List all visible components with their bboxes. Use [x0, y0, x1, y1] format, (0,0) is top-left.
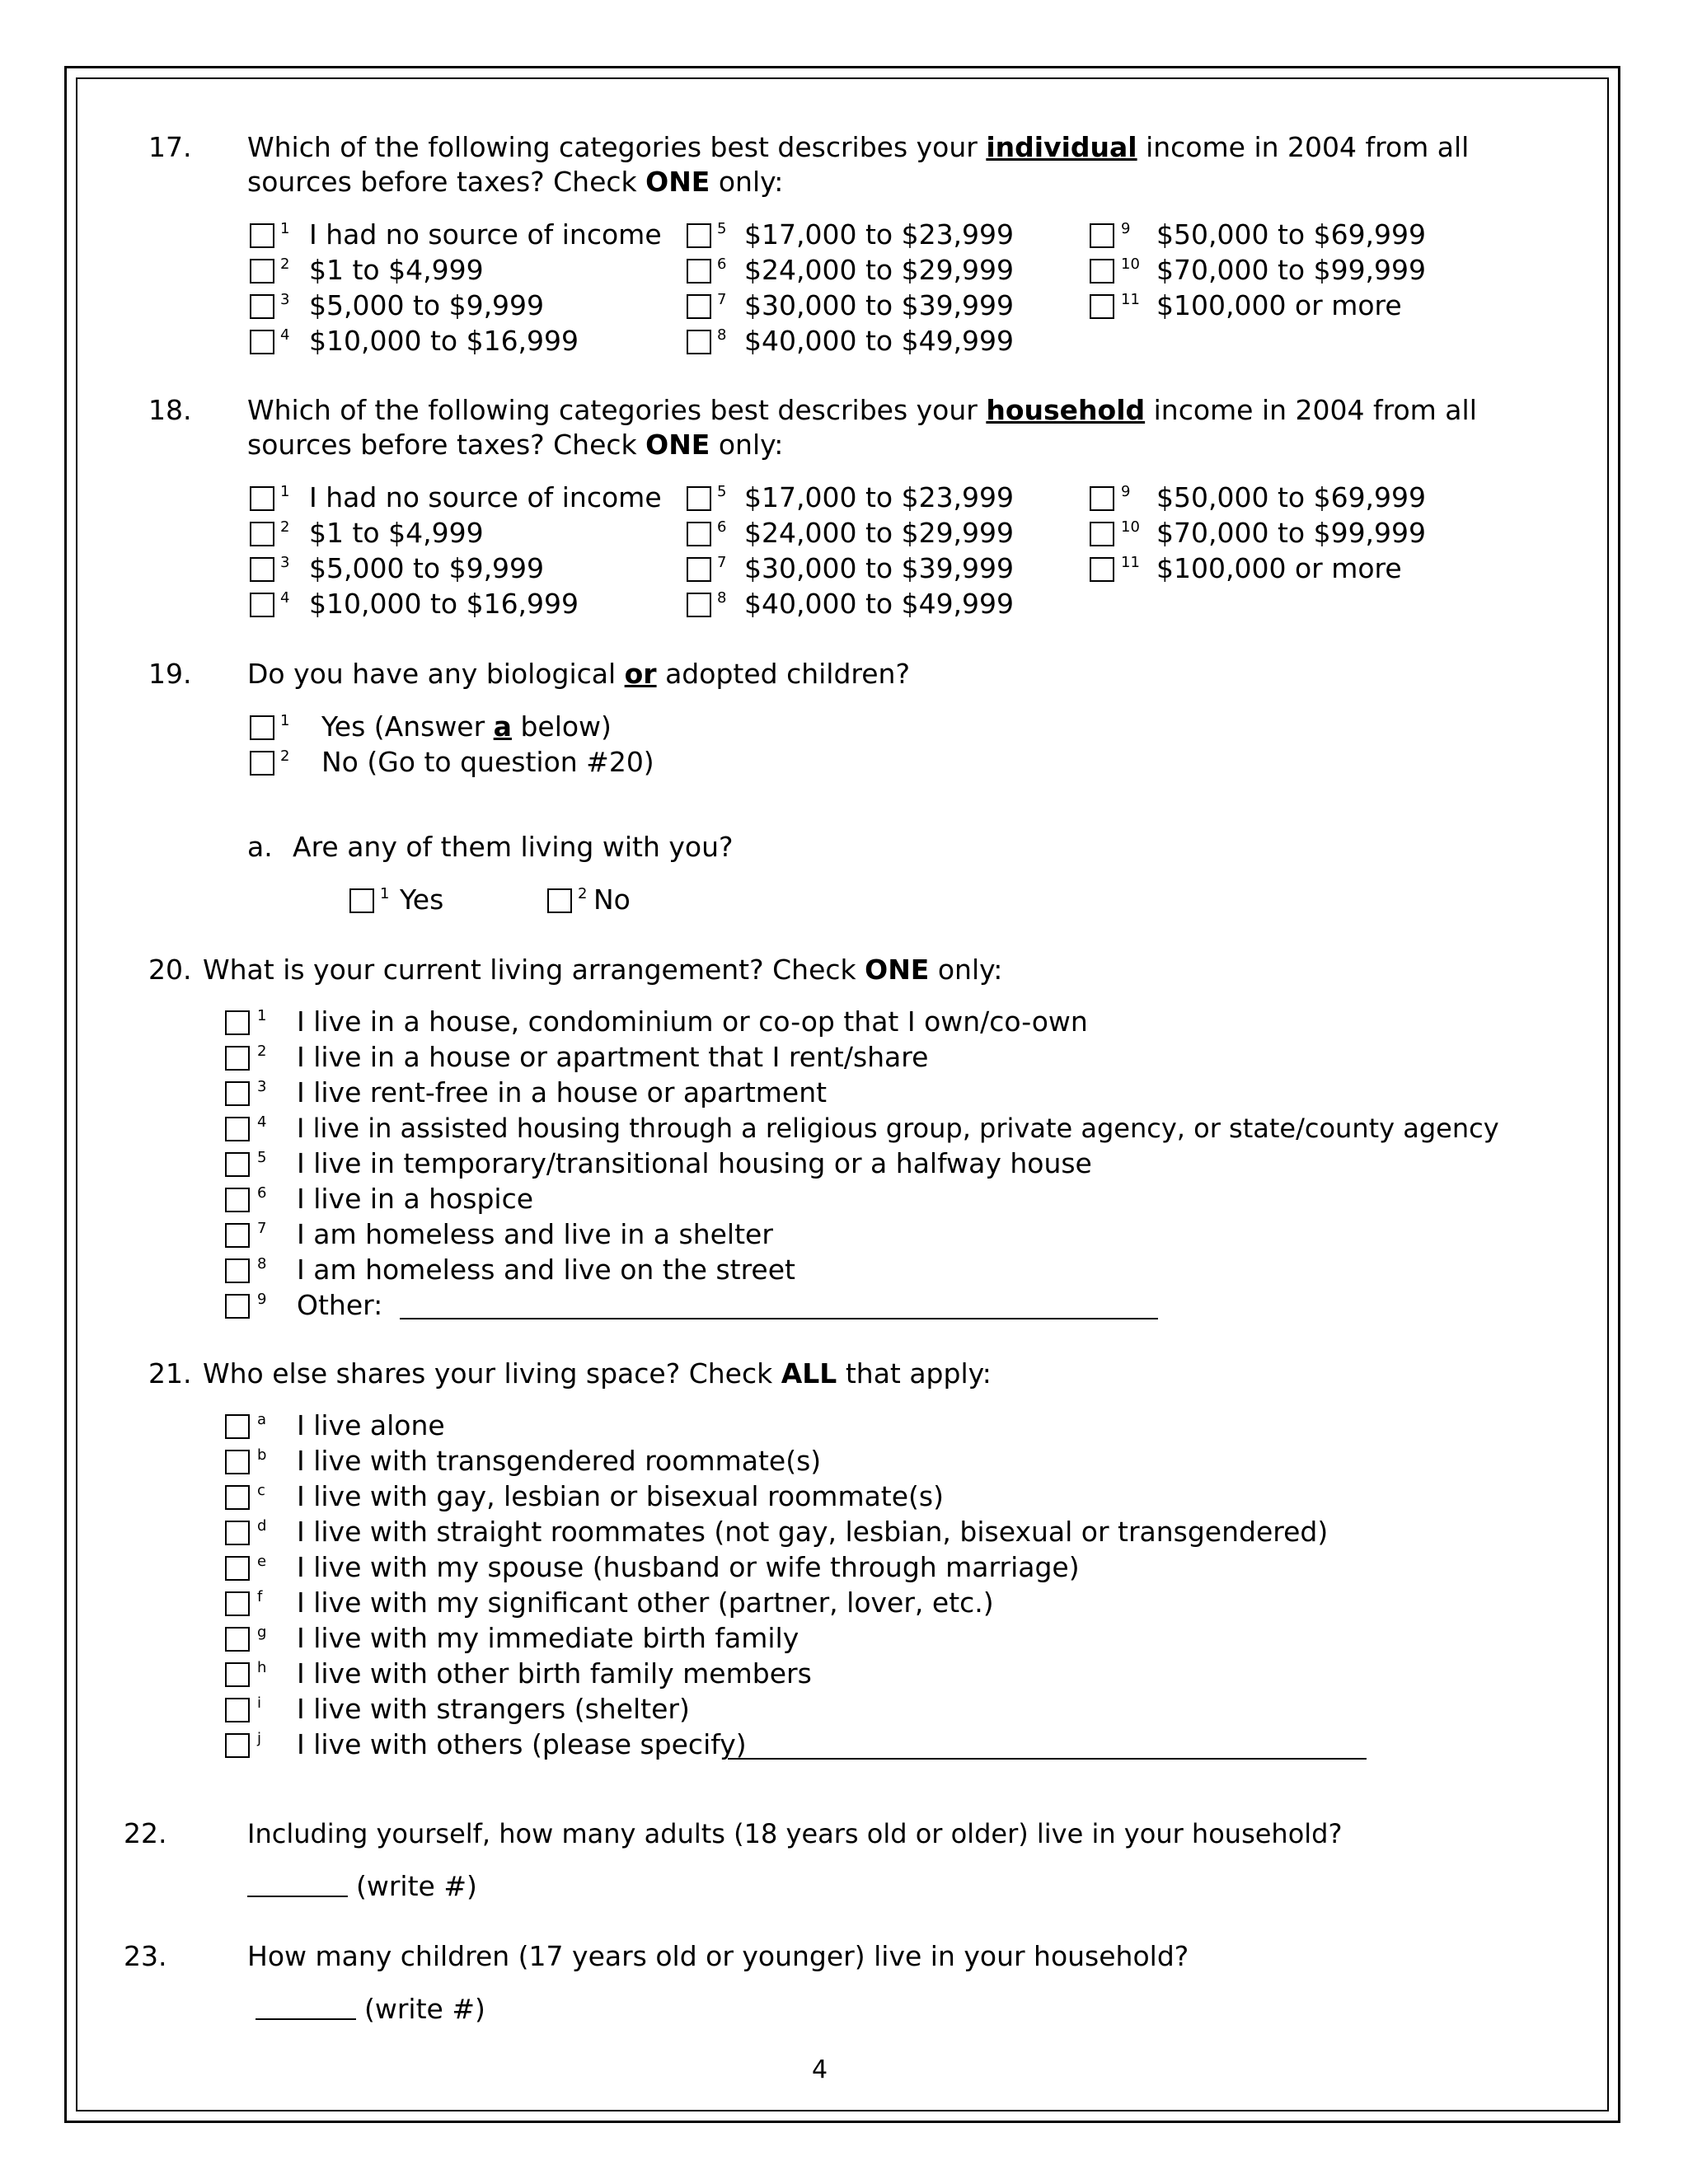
q17-option-8-checkbox[interactable] — [687, 330, 711, 354]
q17-option-2-checkbox[interactable] — [250, 259, 274, 284]
q20-number: 20. — [148, 954, 192, 986]
q18-option-1-checkbox[interactable] — [250, 486, 274, 511]
q17-option-6-checkbox[interactable] — [687, 259, 711, 284]
q20-option-1-code: 1 — [257, 1007, 267, 1024]
q17-option-11-label: $100,000 or more — [1156, 289, 1402, 321]
q18-option-1-code: 1 — [280, 483, 290, 500]
q17-option-4-label: $10,000 to $16,999 — [309, 325, 579, 357]
q20-option-3-checkbox[interactable] — [225, 1081, 250, 1106]
q18-option-10-label: $70,000 to $99,999 — [1156, 517, 1427, 549]
q20-option-7-code: 7 — [257, 1220, 267, 1237]
q21-option-h-checkbox[interactable] — [225, 1662, 250, 1687]
q21-option-h-label: I live with other birth family members — [297, 1657, 812, 1690]
q18-option-4-code: 4 — [280, 589, 290, 607]
q19a-option-yes-checkbox[interactable] — [349, 888, 374, 913]
q18-option-7-label: $30,000 to $39,999 — [744, 552, 1015, 584]
q17-option-6-label: $24,000 to $29,999 — [744, 254, 1015, 286]
q18-option-3-checkbox[interactable] — [250, 557, 274, 582]
q19-option-1-label: Yes (Answer a below) — [321, 710, 612, 743]
q17-option-8-label: $40,000 to $49,999 — [744, 325, 1015, 357]
q17-option-4-code: 4 — [280, 326, 290, 344]
q20-option-4-code: 4 — [257, 1113, 267, 1131]
q18-number: 18. — [148, 394, 192, 426]
q20-option-7-checkbox[interactable] — [225, 1223, 250, 1248]
q23-answer-line[interactable] — [256, 2018, 356, 2020]
q18-option-8-code: 8 — [717, 589, 727, 607]
q17-option-5-checkbox[interactable] — [687, 223, 711, 248]
q21-option-i-label: I live with strangers (shelter) — [297, 1693, 690, 1725]
q17-option-9-checkbox[interactable] — [1090, 223, 1114, 248]
q20-option-2-label: I live in a house or apartment that I rent/share — [297, 1041, 929, 1073]
q18-option-6-code: 6 — [717, 518, 727, 536]
q20-option-8-label: I am homeless and live on the street — [297, 1254, 795, 1286]
q17-option-2-label: $1 to $4,999 — [309, 254, 484, 286]
q20-option-5-checkbox[interactable] — [225, 1152, 250, 1177]
q17-option-7-code: 7 — [717, 291, 727, 308]
q19a-option-no-label: No — [593, 883, 631, 916]
q20-option-8-code: 8 — [257, 1255, 267, 1272]
q19a-option-no-checkbox[interactable] — [547, 888, 572, 913]
q18-option-8-label: $40,000 to $49,999 — [744, 588, 1015, 620]
q23-answer-hint: (write #) — [364, 1993, 485, 2025]
q17-number: 17. — [148, 131, 192, 163]
q19-number: 19. — [148, 658, 192, 690]
q17-option-3-label: $5,000 to $9,999 — [309, 289, 545, 321]
q19a-option-yes-code: 1 — [380, 885, 390, 902]
q21-option-c-checkbox[interactable] — [225, 1485, 250, 1510]
q20-option-8-checkbox[interactable] — [225, 1258, 250, 1283]
q19-option-2-code: 2 — [280, 748, 290, 765]
q18-option-2-code: 2 — [280, 518, 290, 536]
q19-text: Do you have any biological or adopted children? — [247, 658, 910, 690]
q17-option-9-label: $50,000 to $69,999 — [1156, 218, 1427, 251]
q21-option-g-label: I live with my immediate birth family — [297, 1622, 799, 1654]
q18-option-1-label: I had no source of income — [309, 481, 662, 513]
q18-option-7-checkbox[interactable] — [687, 557, 711, 582]
q17-option-2-code: 2 — [280, 255, 290, 273]
q18-option-2-label: $1 to $4,999 — [309, 517, 484, 549]
q19a-letter: a. — [247, 831, 273, 863]
q21-option-g-code: g — [257, 1624, 267, 1641]
q21-option-j-code: j — [257, 1730, 262, 1747]
q18-option-10-code: 10 — [1121, 518, 1140, 536]
q17-option-1-label: I had no source of income — [309, 218, 662, 251]
q21-option-f-label: I live with my significant other (partner, lover, etc.) — [297, 1586, 994, 1619]
q21-number: 21. — [148, 1357, 192, 1390]
q21-option-c-label: I live with gay, lesbian or bisexual roommate(s) — [297, 1480, 944, 1512]
q23-number: 23. — [124, 1940, 167, 1972]
q20-option-3-code: 3 — [257, 1078, 267, 1095]
q21-option-a-code: a — [257, 1411, 267, 1428]
q19-option-1-code: 1 — [280, 712, 290, 729]
q17-option-3-checkbox[interactable] — [250, 294, 274, 319]
q20-option-1-checkbox[interactable] — [225, 1010, 250, 1035]
q18-option-8-checkbox[interactable] — [687, 593, 711, 617]
q21-others-specify-line[interactable] — [728, 1758, 1367, 1760]
q18-option-3-label: $5,000 to $9,999 — [309, 552, 545, 584]
q22-answer-hint: (write #) — [356, 1870, 477, 1902]
q18-option-7-code: 7 — [717, 554, 727, 571]
q18-option-5-label: $17,000 to $23,999 — [744, 481, 1015, 513]
q17-option-10-checkbox[interactable] — [1090, 259, 1114, 284]
q18-option-6-label: $24,000 to $29,999 — [744, 517, 1015, 549]
q21-option-e-label: I live with my spouse (husband or wife through marriage) — [297, 1551, 1080, 1583]
q17-option-5-code: 5 — [717, 220, 727, 237]
q19a-text: Are any of them living with you? — [293, 831, 734, 863]
q17-option-6-code: 6 — [717, 255, 727, 273]
q20-option-2-checkbox[interactable] — [225, 1046, 250, 1071]
q21-option-d-code: d — [257, 1517, 267, 1535]
q21-option-f-code: f — [257, 1588, 263, 1605]
q20-option-6-checkbox[interactable] — [225, 1188, 250, 1212]
q21-option-f-checkbox[interactable] — [225, 1591, 250, 1616]
q18-option-5-checkbox[interactable] — [687, 486, 711, 511]
q19a-option-no-code: 2 — [578, 885, 588, 902]
q21-option-a-checkbox[interactable] — [225, 1414, 250, 1439]
q20-other-write-in-line[interactable] — [400, 1318, 1158, 1319]
q21-option-i-checkbox[interactable] — [225, 1698, 250, 1722]
q17-option-1-checkbox[interactable] — [250, 223, 274, 248]
q18-option-9-checkbox[interactable] — [1090, 486, 1114, 511]
q20-option-2-code: 2 — [257, 1043, 267, 1060]
q23-text: How many children (17 years old or younger) live in your household? — [247, 1940, 1189, 1972]
q17-text-line2: sources before taxes? Check ONE only: — [247, 166, 784, 198]
q17-option-5-label: $17,000 to $23,999 — [744, 218, 1015, 251]
q18-text-line1: Which of the following categories best describes your household income in 2004 from all — [247, 394, 1477, 426]
q21-option-h-code: h — [257, 1659, 267, 1676]
q17-option-10-code: 10 — [1121, 255, 1140, 273]
q18-option-11-code: 11 — [1121, 554, 1140, 571]
q21-text: Who else shares your living space? Check ALL that apply: — [203, 1357, 992, 1390]
q18-option-5-code: 5 — [717, 483, 727, 500]
q19-option-1-checkbox[interactable] — [250, 715, 274, 740]
q17-option-8-code: 8 — [717, 326, 727, 344]
q20-option-9-label: Other: — [297, 1289, 383, 1321]
q17-option-11-checkbox[interactable] — [1090, 294, 1114, 319]
q21-option-d-label: I live with straight roommates (not gay, lesbian, bisexual or transgendered) — [297, 1516, 1329, 1548]
q20-text: What is your current living arrangement? Check ONE only: — [203, 954, 1003, 986]
q18-option-4-label: $10,000 to $16,999 — [309, 588, 579, 620]
q20-option-6-label: I live in a hospice — [297, 1183, 534, 1215]
q17-option-4-checkbox[interactable] — [250, 330, 274, 354]
q17-option-7-label: $30,000 to $39,999 — [744, 289, 1015, 321]
q20-option-4-checkbox[interactable] — [225, 1117, 250, 1141]
q20-option-5-label: I live in temporary/transitional housing or a halfway house — [297, 1147, 1092, 1179]
q20-option-9-checkbox[interactable] — [225, 1294, 250, 1319]
q21-option-e-code: e — [257, 1553, 267, 1570]
q21-option-j-checkbox[interactable] — [225, 1733, 250, 1758]
q21-option-b-label: I live with transgendered roommate(s) — [297, 1445, 822, 1477]
q20-option-5-code: 5 — [257, 1149, 267, 1166]
q20-option-4-label: I live in assisted housing through a religious group, private agency, or state/county agency — [297, 1113, 1499, 1144]
q18-option-9-label: $50,000 to $69,999 — [1156, 481, 1427, 513]
q21-option-b-checkbox[interactable] — [225, 1450, 250, 1474]
q18-option-10-checkbox[interactable] — [1090, 522, 1114, 546]
q21-option-i-code: i — [257, 1694, 262, 1712]
q21-option-b-code: b — [257, 1446, 267, 1464]
q22-text: Including yourself, how many adults (18 years old or older) live in your household? — [247, 1818, 1343, 1849]
q18-option-11-checkbox[interactable] — [1090, 557, 1114, 582]
q19-option-2-checkbox[interactable] — [250, 751, 274, 776]
q21-option-a-label: I live alone — [297, 1409, 445, 1441]
q21-option-e-checkbox[interactable] — [225, 1556, 250, 1581]
q17-option-9-code: 9 — [1121, 220, 1131, 237]
q21-option-d-checkbox[interactable] — [225, 1521, 250, 1545]
page-number: 4 — [812, 2055, 828, 2084]
q19-option-2-label: No (Go to question #20) — [321, 746, 654, 778]
q21-option-g-checkbox[interactable] — [225, 1627, 250, 1652]
q20-option-6-code: 6 — [257, 1184, 267, 1202]
q20-option-7-label: I am homeless and live in a shelter — [297, 1218, 773, 1250]
q21-option-c-code: c — [257, 1482, 265, 1499]
q17-option-7-checkbox[interactable] — [687, 294, 711, 319]
q20-option-1-label: I live in a house, condominium or co-op that I own/co-own — [297, 1005, 1088, 1038]
q22-answer-line[interactable] — [247, 1896, 348, 1897]
q20-option-3-label: I live rent-free in a house or apartment — [297, 1076, 828, 1108]
q19a-option-yes-label: Yes — [400, 883, 444, 916]
q17-option-11-code: 11 — [1121, 291, 1140, 308]
q17-text-line1: Which of the following categories best describes your individual income in 2004 from all — [247, 131, 1470, 163]
q21-option-j-label: I live with others (please specify) — [297, 1728, 747, 1760]
q18-option-6-checkbox[interactable] — [687, 522, 711, 546]
q17-option-3-code: 3 — [280, 291, 290, 308]
q18-option-4-checkbox[interactable] — [250, 593, 274, 617]
q20-option-9-code: 9 — [257, 1291, 267, 1308]
q22-number: 22. — [124, 1817, 167, 1849]
q18-option-2-checkbox[interactable] — [250, 522, 274, 546]
q17-option-10-label: $70,000 to $99,999 — [1156, 254, 1427, 286]
q18-text-line2: sources before taxes? Check ONE only: — [247, 429, 784, 461]
q17-option-1-code: 1 — [280, 220, 290, 237]
q18-option-3-code: 3 — [280, 554, 290, 571]
q18-option-9-code: 9 — [1121, 483, 1131, 500]
q18-option-11-label: $100,000 or more — [1156, 552, 1402, 584]
